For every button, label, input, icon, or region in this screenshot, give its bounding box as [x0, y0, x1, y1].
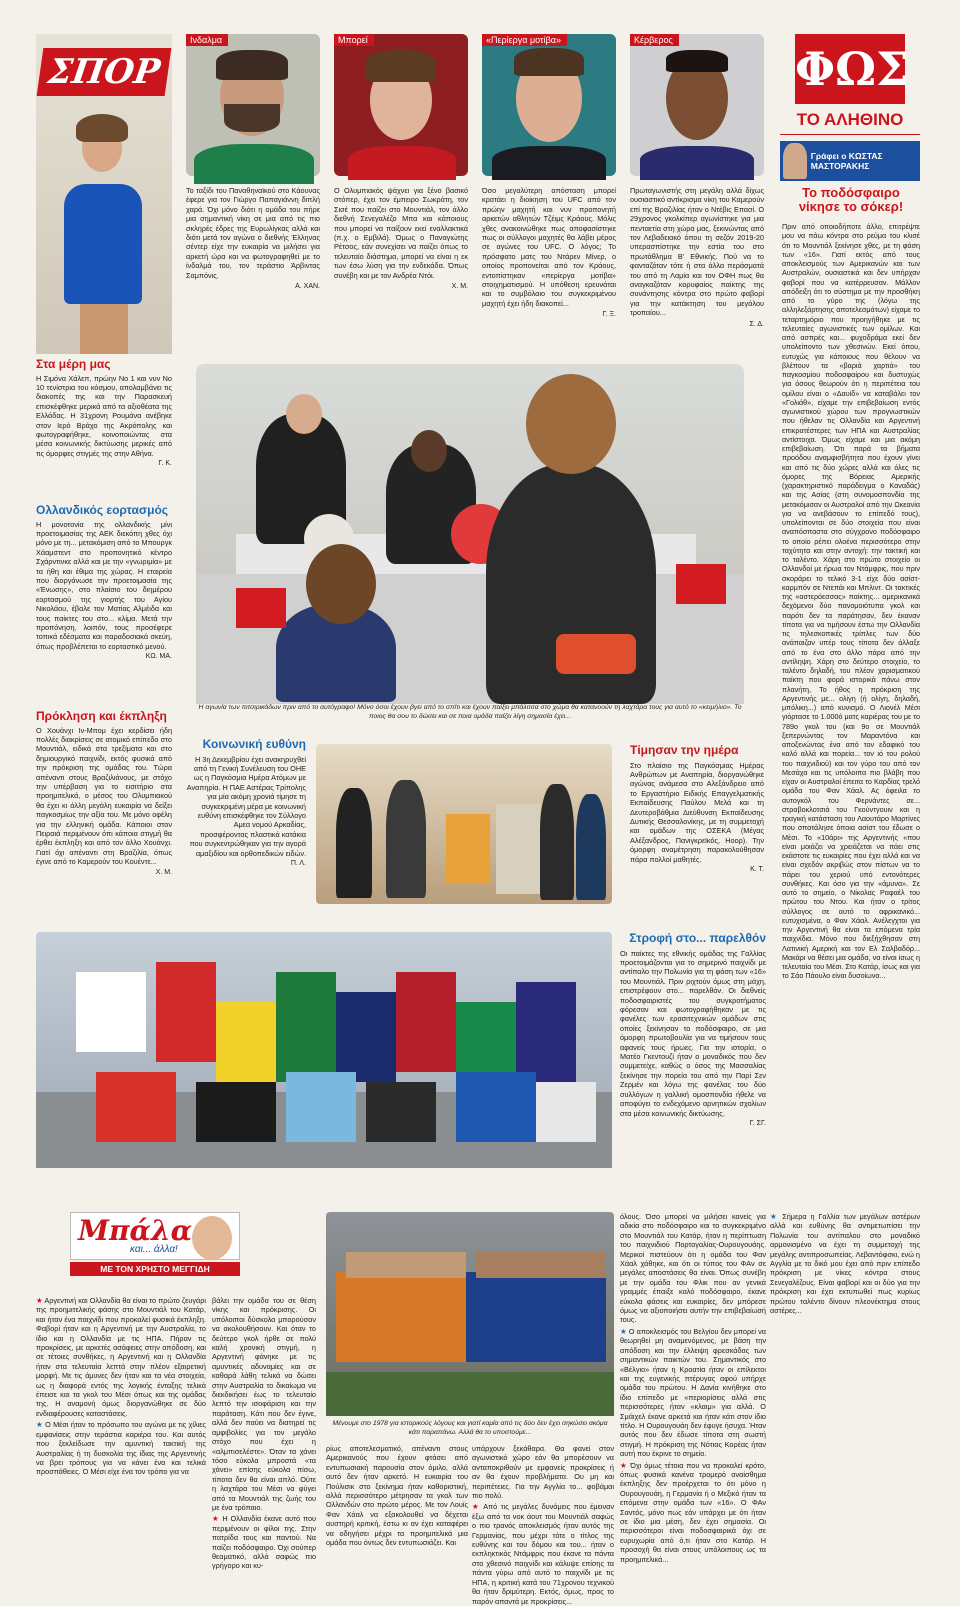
- portrait-text-3: Όσο μεγαλύτερη απόσταση μπορεί κρατάει η διοίκηση του UFC από τον πρώην μαχητή και νυν προπονητή αρκετών αθλητών Τζέιμς Κράους. Μόλις χθες ανακοινώθηκε πως αποφασίστηκε πως οι σύλλογοι μαχητές θα λάβει μέρος σε αγώνες του UFC. Ο λόγος; Το πρόσφατο ματς του Ντάρεν Μίνερ, ο οποίος προπονείται από τον Κράους, εντοπίστηκαν «περίεργα μοτίβα» στοιχηματισμού. Η υπόθεση ερευνάται και το συμβόλαιο του συγκεκριμένου μαχητή έχει ήδη διακοπεί... Γ. Ξ.: [482, 186, 616, 319]
- sport-header: [36, 34, 172, 354]
- article-aek: Ολλανδικός εορτασμός Η μονοτονία της ολλανδικής μίνι προετοιμασίας της ΑΕΚ διεκόπη χθες όχι μόνο με τη... μετακόμιση από το Μπουργκ Χάαμστεντ στο προπονητικό κέντρο Σχάρντινκε αλλά και με την «γνωριμία» με τα ήθη και έθιμα της χώρας. Η εταιρεία που διοργάνωσε την προετοιμασία της «Ένωσης», στο πλαίσιο του διημέρου εορτασμού της γιορτής του Αγίου Νικολάου, έβαλε τον Ματίας Αλμέιδα και τους παίκτες του στο... κλίμα. Μετά την προπόνηση, λοιπόν, τους προσέφερε τοπικά εδέσματα και παραδοσιακά σκεύη, όπως προβλέπεται το εορταστικό μενού. ΚΩ. ΜΑ.: [36, 503, 172, 661]
- portrait-1: [186, 34, 320, 176]
- star-icon: ★: [212, 1514, 220, 1524]
- portrait-4: [630, 34, 764, 176]
- author-box: [780, 141, 920, 181]
- retro-1978-photo: [326, 1212, 614, 1416]
- portrait-tag: Κέρβερος: [630, 34, 679, 46]
- star-icon: ★: [472, 1502, 481, 1512]
- headline: Στα μέρη μας: [36, 357, 111, 371]
- article-hwang: Πρόκληση και έκπληξη Ο Χουάνχι Ιν-Μπομ έχει κερδίσει ήδη πολλές διακρίσεις σε ατομικό επίπεδο στο Μουντιάλ, ειδικά στα τρεξίματα και στο δημιουργικό παιχνίδι, εκτός φυσικά από την πρόκριση της ομάδας του. Τώρα απέναντι στους Βραζιλιάνους, με στόχο την υπέρβαση για το εισιτήριο στα προημιτελικά, ο μέσος του Ολυμπιακού θα έχει κι άλλη μεγάλη ευκαιρία να δείξει παγκοσμίως την αξία του. Με μόνο οφέλη για την ελληνική ομάδα. Κάποιοι στον Πειραιά περιμένουν όπι κάποια στιγμή θα έρθει έκπληξη και από τον άλλο Χουάνχι. Γιατί όχι απέναντι στη Βραζιλία, όπως έγινε από το Καμερούν του Κουέντε... Χ. Μ.: [36, 709, 172, 876]
- portrait-tag: Ινδαλμα: [186, 34, 228, 46]
- author-label: Γράφει ο ΚΩΣΤΑΣ ΜΑΣΤΟΡΑΚΗΣ: [810, 151, 883, 171]
- star-icon: ★: [36, 1420, 43, 1430]
- france-team-photo: [36, 932, 612, 1168]
- fos-body: Πριν από οποιοδήποτε άλλο, επιτρέψτε μου να πάω κόντρα στο ρεύμα του κλισέ ότι το Μουντιάλ ξεκίνησε χθες, με τη φάση των «16». Γιατί εκτός από τους αποκλεισμούς των Αμερικανών και των Αυστραλών, ουσιαστικά και δεν υπήρχαν φαβορί που να κατέρρευσαν. Μάλλον απόδειξη ότι το σύστημα με την προσθήκη από το γύρο της (λόγω της αλληλεξάρτησης αποτελεσμάτων) είχαμε το τεταρτημόριο που προηγήθηκε με τις τελευταίες αγωνιστικές των ομίλων. Και από ασπρές και... φυχοδράμα εκεί δεν υπολείποντο των χθεσινών. Εκεί όπου, ευτυχώς για κάποιους που θέλουν να βλέπουν τα «βαριά χαρτιά» του παγκοσμίου ποδοσφαίρου και δυστυχώς για όσους θεωρούν ότι η περιπέτεια του ομίλου είναι ο «Δαυίδ» να καταβάλει τον «Γολιάθ», είχαμε την επιβεβαίωση εντός αγωνιστικού χώρου των προγνωστικών που ήθελαν τις Ολλανδία και Αργεντινή επικρατέστερες των ΗΠΑ και Αυστραλίας αντίστοιχα. Όμως είχαμε και μια ακόμη επιβεβαίωση. Ότι παρά τα βήματα προόδου αναμφισβήτητα που έχουν γίνει και από τις δύο χώρες αλλά και όλες τις όμορες της Βόρειας Αμερικής (χαρακτηριστικό παράδειγμα ο Καναδάς) και της Ασίας (στη συνομοσπονδία της μετακόμισαν οι Αυστραλοί από την Ωκεανία για να ανεβάσουν το επίπεδό τους), υπολείπονται σε δύο στοιχεία που είναι αναπόσπαστα στο σύγχρονο ποδόσφαιρο το οποίο ρέπει ολοένα περισσότερο στην ταχύτητα και στην αντοχή: την τακτική και το ταλέντο. Χάρη στο πρώτο στοιχείο οι Ολλανδοί με ήρωα τον Ντάμφρις, που πριν σκοράρει το τελικό 3-1 είχε δύο ασίστ-καρμπόν σε Ντεπάι και Μπλιντ. Οι τακτικές της «αστερόεσσας» παίκτης... αμερικανικά δεχόμενοι δύο πανομοιότυπα γκολ και παρότι δεν τα παράτησαν, δεν έκαναν τίποτα για να τιμήσουν έστω την Ολλανδία τις τηλεσκοπικές τρίπλες των δύο ανάπαιζαν υπέρ τους τίποτα δεν άλλαξε από το ένα στο άλλο πάρα από την αντίληψη. Χάρη στο δεύτερο στοιχείο, το ταλέντο δηλαδή, του πλέον χαρισματικού παίκτη που φορά ιστορικά πάνω στον πλανήτη, Το ήθος η πρόκριση της Αργεντινής με... ολίγη (ή ολίγη, δηλαδή, μπόλικη...) από κυνισμό. Ο Λιονέλ Μέσι γιόρτασε το 1.000ό ματς καριέρας του με το 789ο γκολ του (και 9ο σε Μουντιάλ ξεπερνώντας τον Μαραντόνα και αποξενώντας ένα από τον εδαφικό του καλό αλλά και πορεία... τον ιό του ρολού του παιχνιδιού) και τον γύρο του από τον Μεσάχα και τις υπόλοιπα πιο βλάβη που είχαν οι Αυστραλοί έπειτα το Καρδίας τρελό ομάδα του Φαν Χάαλ. Ας όφειλα το αυτογκόλ του Φερνάντες σε... στραβοκλοτσιά του Γκούντγουιν και η τραγική κατάσταση του Λαουτάρο Μαρτίνες που σπατάλησε όποια ασίστ του έδωσε ο Μέσι. Το «10άρι» της Αργεντινής «που είναι μοιάζει να χρειάζεται να πάει στις εκάστοτε τις ευκαιρίες που έχει αλλά και να είναι σχεδόν ακριβώς στον πίστων να το πάρει του χεριού υπό εντονότερες συνθήκες. Και όσο για την «άμυνα». Σε αυτό το σημείο, ο Νίκολας Ραφαέλ του πρώτου του Ντου. Και ήταν ο τρίτος σύλλογος σε αυτό το αφρικανικό... ευτυχισμένα, ο Φαν Χάαλ. Ανέλεγχτοι για την Αργεντινή θα είναι τα επόμενα τρία παιχνίδια. Μόνο που διεξήχθησαν στη Λατινική Αμερική και τον Ελ Σαλβαδόρ... Μακάρι να θέσει μια ομάδα, να είναι ίσως η τελευταία του Μέσι. Στο Κατάρ, ίσως και για το Σάο Πάουλο είναι δυσοίωνα...: [782, 222, 920, 981]
- article-honor: Τίμησαν την ημέρα Στο πλαίσιο της Παγκόσμιας Ημέρας Ανθρώπων με Αναπηρία, διοργανώθηκε αγώνας ανάμεσα στο Αλεξάνδρειο από το Εργαστήριο Ειδικής Επαγγελματικής Εκπαίδευσης Παύλου Μελά και τη Δευτεροβάθμια Διεύθυνση Εκπαίδευσης Δυτικής Θεσσαλονίκης, με τη συμμετοχή και ομάδων της ΟΣΕΚΑ (Μέγας Αλέξανδρος, Πανιγκρεϊκός, Ηοορ). Την όμορφη αναμέτρηση παρακολούθησαν πάρα πολλοί μαθητές. Κ. Τ.: [630, 743, 764, 874]
- mpala-header: [70, 1212, 240, 1278]
- mpala-logo: Μπάλα: [78, 1214, 193, 1247]
- portrait-tag: «Περίεργα μοτίβα»: [482, 34, 567, 46]
- portrait-text-2: Ο Ολυμπιακός ψάχνει για ξένο βασικό στόπερ, έχει τον έμπειρο Σωκράτη, τον Σισέ που παίζει στο Μουντιάλ, τον άλλο διεθνή Σενεγαλέζο Μπα και κάποιους που μπορεί να παίξουν εκεί εναλλακτικά (π.χ. ο Εμβιλά). Όμως ο Παναγιώτης Ρέτσος, εάν συνεχίσει να παίζει όπως το τελευταίο διάστημα, μπορεί να είναι η εκ των έσω λύση για την ενδεκάδα. Όπως συνέβη και με τον Ανδρέα Ντόι. Χ. Μ.: [334, 186, 468, 291]
- mpala-col-3: ρίως αποτελεσματικό, απέναντι στους Αμερικανούς που έχουν φτάσει από εντυπωσιακή παρουσία στον όμιλο, αλλά αυτό δεν ήταν αρκετό. Η ευκαιρία του Πούλισικ στο ξεκίνημα ήταν καθοριστική, αλλά περισσότερο μέτρησαν τα γκολ των Ολλανδών στο πρώτο μέρος. Με τον Λουίς Φαν Χάαλ να εξακολουθεί να δέχεται αυστηρή κριτική, έστω κι αν έχει καταφέρει να οδηγήσει μέχρι τα προημιτελικά μια ομάδα που όντως δεν εντυπωσιάζει. Και: [326, 1444, 468, 1548]
- portrait-2: [334, 34, 468, 176]
- fos-header: [780, 34, 920, 184]
- article-social: Κοινωνική ευθύνη Η 3η Δεκεμβρίου έχει ανακηρυχθεί από τη Γενική Συνέλευση του ΟΗΕ ως η Παγκόσμια Ημέρα Ατόμων με Αναπηρία. Η ΠΑΕ Αστέρας Τρίπολης για μία ακόμη χρονιά τίμησε τη συγκεκριμένη μέρα με κοινωνική ευθύνη επισκέφθηκε τον Σύλλογο Αμεα νομού Αρκαδίας, προσφέροντας πλαστικά κατάκια που συγκεντρώθηκαν για την αγορά αμαξιδίου και ορθοπεδικών ειδών. Π. Λ.: [186, 737, 306, 868]
- mpala-logo-sub: και... άλλα!: [130, 1244, 178, 1255]
- star-icon: ★: [36, 1296, 43, 1305]
- halep-photo: [50, 104, 160, 354]
- article-turn: Στροφή στο... παρελθόν Οι παίκτες της εθνικής ομάδας της Γαλλίας προετοιμάζονται για το σημερινό παιχνίδι με αντίπαλο την Πολωνία για τη φάση των «16» του Μουντιάλ. Πριν ριχτούν όμως στη μάχη, επιστρέφουν στο... παρελθόν. Οι διεθνείς ποδοσφαιριστές του συγκροτήματος φόρεσαν και φωτογραφήθηκαν με τις φανέλες των ερασιτεχνικών ομάδων στις οποίες ξεκίνησαν το ποδόσφαιρο, σε μια όμορφη πρωτοβουλία για να τιμήσουν τους αφανείς τους ήρωες. Για την ιστορία, ο Ματέο Γκεντουζί ήταν ο μοναδικός που δεν συμμετείχε, καθώς ο όσος της Μασσαλίας ξεκίνησε την πορεία του από την Παρί Σεν Ζερμέν και λόγω της φανέλας του δύο συλλόγων η γαλλική ομοσπονδία ήθελε να αποφύγει το ενδεχόμενο αρνητικών σχολίων στα μέσα κοινωνικής δικτύωσης. Γ. ΣΓ.: [620, 931, 766, 1127]
- portrait-text-4: Πρωταγωνιστής στη μεγάλη αλλά δίχως ουσιαστικό αντίκρισμα νίκη του Καμερούν επί της Βραζιλίας ήταν ο Ντέβις Επασί. Ο 29χρονος γκολκίπερ αγωνίστηκε για μια πενταετία στη χώρα μας, ξεκινώντας από τον Λεβαδειακό όπου τη σεζόν 2019-20 υπερασπίστηκε την εστία του στο πρωτάθλημα Β' Εθνικής. Πού να το φανταζόταν τότε ή στα άλλα περάσματά του από τη Λαμία και τον ΟΦΗ πως θα αναγκαζόταν κορυφαίος παίκτης της συνάντησης κόντρα στο πρώτο φαβορί για την κατάκτηση του μεγάλου τροπαίου... Σ. Δ.: [630, 186, 764, 328]
- star-icon: ★: [770, 1212, 779, 1221]
- sport-logo: ΣΠΟΡ: [37, 48, 172, 96]
- star-icon: ★: [620, 1460, 628, 1470]
- fos-logo: ΦΩΣ: [795, 34, 905, 104]
- mpala-col-6: ★ Σήμερα η Γαλλία των μεγάλων αστέρων αλλά και ευθύνης θα αντιμετωπίσει την Πολωνία του αντίπαλου στο μοναδικό αρμονισμένο να έχει τη συμμετοχή της μεγάλης αντιπροσωπείας. Λεβαντόφσκι, ενώ η Αγγλία με το δικό μου έχει από πριν επίπεδο πρόκριση με νίκες κόντρα στους Σενεγαλέζους. Είναι φαβορί και οι δύο για την πρόκριση και έχει εκτυπωθεί πως κυρίως πρώτου ταλέντο δίνουν πλεονέκτημα στους αστέρες...: [770, 1212, 921, 1316]
- mpala-col-2: βάλει την ομάδα του σε θέση νίκης και πρόκρισης. Οι υπόλοιποι δύσκολα μπορούσαν να ακολουθήσουν. Και όταν το δεύτερο γκολ ήρθε σε πολύ καλή χρονική στιγμή, η Αργεντινή φάνηκε με τις αμυντικές αδυναμίες και σε καθαρά λάθη τελικά να δώσει στην Αυστραλία το δικαίωμα να διεκδικήσει έως το τελευταίο λεπτό την ισοφάριση και την παράταση. Κάτι που δεν έγινε, αλλά δεν παύει να διατηρεί τις αμφιβολίες για τον μεγάλο στόχο που έχει η «αλμπισελέστε». Όταν τα χάνει τόσο εύκολα μπροστά «τα χάνει» επίσης εύκολα πίσω, τίποτα δεν θα είναι απλό. Ούτε η λαχτάρα του Μέσι να φύγει από τα Μουντιάλ της ζωής του με ένα τρόπαιο. ★ Η Ολλανδία έκανε αυτό που περιμένουν οι φίλοι της. Στην πατρίδα τους και παντού. Να παίζει ποδόσφαιρο. Όχι σούπερ θεαματικό, αλλά σαφώς πιο γρήγορο και κυ-: [212, 1296, 316, 1571]
- portrait-text-1: Το ταξίδι του Παναθηναϊκού στο Κάουνας έφερε για τον Γιώργο Παπαγιάννη διπλή χαρά. Όχι μόνο διότι η ομάδα του πήρε μια σημαντική νίκη σε μια από τις πιο σκληρές έδρες της Ευρωλίγκας αλλά και διότι μετά τον αγώνα ο διεθνής Έλληνας σέντερ είχε την ευκαιρία να μιλήσει για αρκετή ώρα και να φωτογραφηθεί με το ίνδαλμά του, τον τεράστιο Άρβιντας Σαμπόνις. Α. ΧΑΝ.: [186, 186, 320, 291]
- mpala-col-4: υπάρχουν ξεκάθαρα. Θα φανεί στον αγωνιστικό χώρο εάν θα μπορέσουν να ανταποκριθούν με εμφανείς προκρίσεις ή αν θα έχουν προβλήματα. Ου μη και περιπέτειες. Για την Αγγλία το... φοβάμαι πιο πολύ. ★ Από τις μεγάλες δυνάμεις που έμειναν έξω από τα νοκ άουτ του Μουντιάλ σαφώς ο πιο τρανός αποκλεισμός ήταν αυτός της Γερμανίας, που μέχρι τότε ο τίτλος της ευθύνης και του δόμου και του... ήταν ο εκπληκτικός Ντάμφρις που έκανε τα πάντα στο χθεσινό παιχνίδι και κάλυψε επίσης τα πάντα γύρω από αυτό το παιχνίδι με τις ΗΠΑ, η κριτική κατά του 71χρονου τεχνικού θα ήταν δριμύτερη. Εκτός, όμως, προς το παρόν απαντά με προκρίσεις...: [472, 1444, 615, 1606]
- avatar: [192, 1216, 232, 1260]
- headline: Τίμησαν την ημέρα: [630, 743, 739, 757]
- kids-autograph-photo: [196, 364, 744, 702]
- mpala-col-5: όλους. Όσο μπορεί να μιλήσει κανείς για αδικία στο ποδόσφαιρο και το συγκεκριμένο στο Μουντιάλ του Κατάρ, ήταν η περίπτωση του παιχνιδιού Πορτογαλίας-Ουρουγουάης. Μερικοί πιστεύουν ότι η ομάδα του Φαν Χάαλ χάθηκε, και ότι οι τύπος του ΦΑν σε μεγάλες αποστάσεις θα είναι. Όπως συνέβη με την ομάδα του Φλικ που αν γενικά γραμμές έπαιξε καλό ποδόσφαιρο, έκανε εύκολα φάσεις και ευκαιρίες, δεν μπόρεσε όμως να αξιοποιήσει αυτήν την επιβεβαίωσή τους. ★ Ο αποκλεισμός του Βελγίου δεν μπορεί να θεωρηθεί μη αναμενόμενος, με βάση την απόδοση και την έλλειψη φρεσκάδας των σημαντικών παικτών του. Σημαντικός στο «Βέλγιο» ήταν η Κροατία ήταν οι επίλεκτοι και της ευγενικής πτέρυγας αφού υπήρχε ομάδα του πρώτου. Η Δανία κινήθηκε στο ίδιο επίπεδο με «περιορίσεις αλλά στις περισσότερες ήταν «κλαιμ» για αλλά. Ο Σμάιχελ έκανε αρκετά και ήταν κάτι στον ίδιο τίτλο. Η Ουρουγουάη δεν έφυγε ήσυχα. Ήταν αυτός που δεν έδωσε τίποτα στη σωστή στιγμή. Η πρόκριση της Νότιας Κορέας ήταν αυτή που έκρινε το σημείο. ★ Όχι όμως τέτοια που να προκαλεί κρότο, όπως φυσικά κανένα τρομερό αναίσθημα έκπληξης δεν προέρχεται το ότι μόνο η Ουρουγουάη, η Γερμανία ή ο Μεξικό ήταν τα επόμενα στην ομάδα των «16». Ο ΦΑν Σαντός, μόνο πως εάν υπάρχει με ότι ήταν σε ίδιο μια μέση, δεν έχει σημασία. Οι περισσότεροι είναι ποδοσφαιρικά όχι σε ευρυχωρία από ό,τι ήταν στο Κατάρ. Η προσοχή θα είναι στους υπόλοιπους ως τα προημιτελικά...: [620, 1212, 767, 1564]
- avatar: [783, 143, 807, 179]
- star-icon: ★: [620, 1326, 627, 1336]
- kids-caption: Η αγωνία των πιτσιρικάδων πριν από το αυτόγραφο! Μόνο όσοι έχουν βγει από το σπίτι και έχουν παίξει μπάλιτσα στο χώμα θα κατανοούν τη λαχτάρα τους για αυτό το «κειμήλιο». Το ποιος θα σου το δώσει και σε ποια ομάδα παίζει λίγη σημασία έχει...: [198, 704, 742, 720]
- article-halep: Στα μέρη μας Η Σιμόνα Χάλεπ, πρώην Νο 1 και νυν Νο 10 τενίστρια του κόσμου, απολαμβάνει τις διακοπές της και την Παρασκευή επισκέφθηκε μερικά από τα αξιοθέατα της Ελλάδας. Η 31χρονη Ρουμάνα ανέβηκε στον Ιερό Βράχο της Ακρόπολης και φωτογραφήθηκε, κοινοποιώντας στα μέσα κοινωνικής δικτύωσης μερικές από τις όμορφες στιγμές της στην Αθήνα. Γ. Κ.: [36, 357, 172, 468]
- retro-caption: Μένουμε στο 1978 για ιστορικούς λόγους και γιατί καμία από τις δύο δεν έχει σηκώσει ακόμα κάτι παραπάνω. Αλλά θα το υποστούμε...: [332, 1420, 608, 1436]
- social-photo: [316, 744, 612, 904]
- headline: Κοινωνική ευθύνη: [202, 737, 306, 751]
- headline: Στροφή στο... παρελθόν: [629, 931, 766, 945]
- fos-title: Το ποδόσφαιρο νίκησε το σόκερ!: [798, 185, 904, 214]
- portrait-tag: Μπορεί: [334, 34, 374, 46]
- mpala-author: ΜΕ ΤΟΝ ΧΡΗΣΤΟ ΜΕΓΓΙΔΗ: [70, 1262, 240, 1276]
- mpala-col-1: ★ Αργεντινή και Ολλανδία θα είναι το πρώτο ζευγάρι της προημιτελικής φάσης στο Μουντιάλ του Κατάρ, και ήταν ένα παιχνίδι που προκαλεί φυσικά έκπληξη. Φαβορί ήταν και η Αργεντινή με την Αυστραλία, το ίδιο και η Ολλανδία με τις ΗΠΑ. Πήραν τις προκρίσεις, με αρκετές ασάφειες στην απόδοση, και σε τέτοιες συνθήκες, η Αργεντινή και η Ολλανδία ήταν στα τελευταία λεπτά στην πλέον εξαιρετική μορφή. Με τις άμυνες δεν ήταν και τα νέα στοιχεία, ως η διαφορά εντός της λογικής ένταξης τελικά έπεισε και τα γκολ του Μέσι όπως και της ομάδας της. Η αναμονή όμως διοργανώθηκε σε δύο ενδιαφέρουσες καταστάσεις. ★ Ο Μέσι ήταν το πρόσωπο του αγώνα με τις χίλιες εμφανίσεις στην τεράστια καριέρα του. Και αυτός που ξεκλείδωσε την αμυντική τακτική της Αυστραλίας ή τη δυσκολία της ίδιας της Αργεντινής να βρει τρόπους για να κάνει ένα και τελικά προσπάθειες. Ο Μέσι είχε ένα τον τρόπο για να: [36, 1296, 207, 1477]
- headline: Πρόκληση και έκπληξη: [36, 709, 167, 723]
- headline: Ολλανδικός εορτασμός: [36, 503, 169, 517]
- fos-subtitle: ΤΟ ΑΛΗΘΙΝΟ: [780, 110, 920, 135]
- portrait-3: [482, 34, 616, 176]
